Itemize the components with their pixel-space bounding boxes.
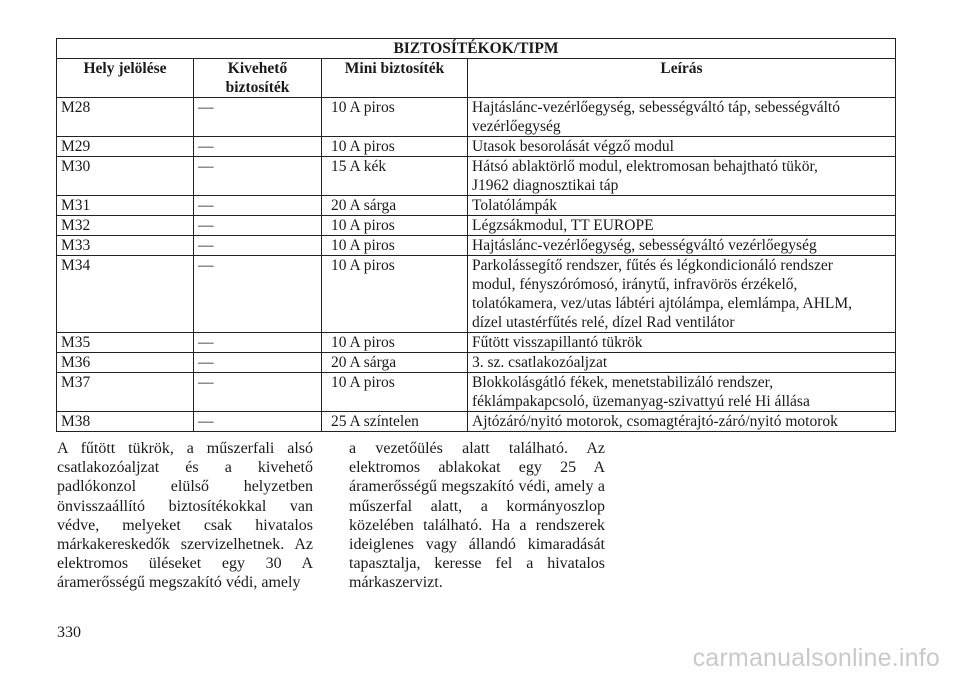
body-text-right: a vezetőülés alatt található. Az elektromos ablakokat egy 25 A áramerősségű megszakító védi, amely a műszerfal alatt, a kormányoszlop közelében található. Ha a rendszerek ideiglenes vagy állandó kimaradását tapasztalja, keresse fel a hivatalos márkaszervizt. <box>349 440 605 592</box>
table-row <box>57 373 896 412</box>
cell-cartridge-fuse: — <box>194 236 322 256</box>
description-line: Hajtáslánc-vezérlőegység, sebességváltó táp, sebességváltó <box>472 99 840 116</box>
fuse-rows <box>57 98 896 432</box>
cell-mini-fuse: 10 A piros <box>322 216 468 236</box>
cell-mini-fuse: 10 A piros <box>322 373 468 412</box>
cell-location: M29 <box>57 137 194 157</box>
cell-cartridge-fuse: — <box>194 137 322 157</box>
description-line: Hátsó ablaktörlő modul, elektromosan behajtható tükör, <box>472 158 818 175</box>
cell-description <box>468 236 896 256</box>
body-text-left: A fűtött tükrök, a műszerfali alsó csatlakozóaljzat és a kivehető padlókonzol elülső helyzetben önvisszaállító biztosítékokkal van védve, melyeket csak hivatalos márkakereskedők szervizelhetnek. Az elektromos üléseket egy 30 A áramerősségű megszakító védi, amely <box>57 440 313 592</box>
description-line: vezérlőegység <box>472 118 561 135</box>
table-row <box>57 256 896 333</box>
cell-location: M37 <box>57 373 194 412</box>
description-line: féklámpakapcsoló, üzemanyag-szivattyú relé Hi állása <box>472 393 810 410</box>
cell-location: M33 <box>57 236 194 256</box>
table-row <box>57 353 896 373</box>
cell-description <box>468 98 896 137</box>
cell-description <box>468 216 896 236</box>
cell-cartridge-fuse: — <box>194 333 322 353</box>
cell-description <box>468 333 896 353</box>
cell-description <box>468 353 896 373</box>
cell-mini-fuse: 25 A színtelen <box>322 412 468 432</box>
header-cartridge-fuse: Kivehető biztosíték <box>194 59 322 98</box>
cell-cartridge-fuse: — <box>194 373 322 412</box>
table-row <box>57 137 896 157</box>
cell-cartridge-fuse: — <box>194 98 322 137</box>
table-row <box>57 333 896 353</box>
cell-cartridge-fuse: — <box>194 412 322 432</box>
cell-location: M32 <box>57 216 194 236</box>
page-number: 330 <box>57 624 81 641</box>
cell-mini-fuse: 10 A piros <box>322 98 468 137</box>
cell-location: M30 <box>57 157 194 196</box>
cell-location: M31 <box>57 196 194 216</box>
table-row <box>57 157 896 196</box>
cell-cartridge-fuse: — <box>194 256 322 333</box>
cell-mini-fuse: 10 A piros <box>322 137 468 157</box>
cell-mini-fuse: 15 A kék <box>322 157 468 196</box>
description-line: Blokkolásgátló fékek, menetstabilizáló rendszer, <box>472 374 774 391</box>
cell-location: M38 <box>57 412 194 432</box>
cell-location: M36 <box>57 353 194 373</box>
cell-mini-fuse: 20 A sárga <box>322 353 468 373</box>
cell-mini-fuse: 10 A piros <box>322 333 468 353</box>
table-row <box>57 236 896 256</box>
watermark: carmanualsonline.info <box>692 644 940 672</box>
description-line: 3. sz. csatlakozóaljzat <box>472 354 608 371</box>
cell-cartridge-fuse: — <box>194 157 322 196</box>
description-line: Hajtáslánc-vezérlőegység, sebességváltó vezérlőegység <box>472 237 817 254</box>
fuse-table <box>56 38 896 432</box>
cell-mini-fuse: 10 A piros <box>322 236 468 256</box>
description-line: tolatókamera, vez/utas lábtéri ajtólámpa, elemlámpa, AHLM, <box>472 295 853 312</box>
cell-location: M28 <box>57 98 194 137</box>
cell-description <box>468 196 896 216</box>
description-line: Utasok besorolását végző modul <box>472 138 674 155</box>
description-line: dízel utastérfűtés relé, dízel Rad ventilátor <box>472 314 735 331</box>
description-line: modul, fényszórómosó, iránytű, infravörös érzékelő, <box>472 276 798 293</box>
table-row <box>57 196 896 216</box>
cell-mini-fuse: 20 A sárga <box>322 196 468 216</box>
cell-cartridge-fuse: — <box>194 353 322 373</box>
table-row <box>57 216 896 236</box>
cell-location: M35 <box>57 333 194 353</box>
cell-description <box>468 412 896 432</box>
cell-description <box>468 256 896 333</box>
description-line: J1962 diagnosztikai táp <box>472 177 619 194</box>
table-row <box>57 412 896 432</box>
description-line: Parkolássegítő rendszer, fűtés és légkondicionáló rendszer <box>472 257 833 274</box>
description-line: Tolatólámpák <box>472 197 558 214</box>
table-header-row <box>57 59 896 98</box>
table-title: BIZTOSÍTÉKOK/TIPM <box>57 39 896 59</box>
cell-description <box>468 157 896 196</box>
header-mini-fuse: Mini biztosíték <box>322 59 468 98</box>
description-line: Ajtózáró/nyitó motorok, csomagtérajtó-záró/nyitó motorok <box>472 413 838 430</box>
header-description: Leírás <box>468 59 896 98</box>
table-row <box>57 98 896 137</box>
cell-mini-fuse: 10 A piros <box>322 256 468 333</box>
cell-description <box>468 373 896 412</box>
cell-cartridge-fuse: — <box>194 216 322 236</box>
cell-location: M34 <box>57 256 194 333</box>
description-line: Fűtött visszapillantó tükrök <box>472 334 643 351</box>
cell-description <box>468 137 896 157</box>
cell-cartridge-fuse: — <box>194 196 322 216</box>
description-line: Légzsákmodul, TT EUROPE <box>472 217 654 234</box>
header-location: Hely jelölése <box>57 59 194 98</box>
